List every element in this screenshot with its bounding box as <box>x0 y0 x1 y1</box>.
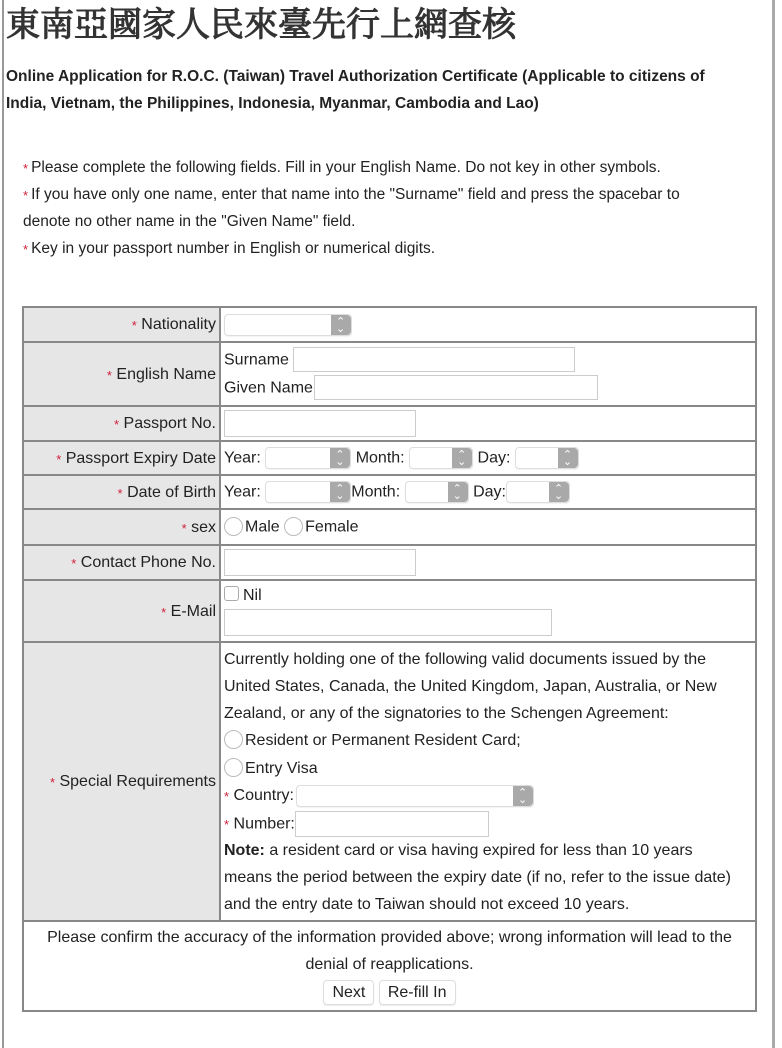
row-passport-no <box>23 406 756 441</box>
passport-no-label: * Passport No. <box>23 406 220 441</box>
given-name-label: Given Name <box>224 379 313 397</box>
surname-input[interactable] <box>293 347 575 372</box>
special-requirements-note: Note: a resident card or visa having expired for less than 10 years means the period between the expiry date (if no, refer to the issue date) and the entry date to Taiwan should not exceed 10 years. <box>224 842 731 913</box>
resident-card-radio[interactable] <box>224 730 243 749</box>
row-confirmation <box>23 921 756 1011</box>
refill-button[interactable]: Re-fill In <box>379 980 456 1005</box>
resident-card-label[interactable]: Resident or Permanent Resident Card; <box>245 732 521 749</box>
instruction-item: * Please complete the following fields. Fill in your English Name. Do not key in other symbols. <box>23 159 661 176</box>
english-name-label: * English Name <box>23 342 220 406</box>
required-marker: * <box>23 242 29 257</box>
number-label: Number: <box>233 815 295 833</box>
surname-label: Surname <box>224 351 289 369</box>
next-button[interactable]: Next <box>323 980 374 1005</box>
row-special-requirements: * Special Requirements Currently holding one of the following valid documents issued by the United States, Canada, the United Kingdom, Japan, Australia, or New Zealand, or any of the signatories to the Schengen Agreement: Resident or Permanent Resident Card; Entry Visa * Country: ⌃ ⌄ * Number: Note: a resident card or visa having expired for less than 10 years means the period between the expiry date (if no, refer to the issue date) and the entry date to Taiwan should not exceed 10 years. <box>23 642 756 921</box>
contact-phone-input[interactable] <box>224 549 416 576</box>
email-label: * E-Mail <box>23 580 220 642</box>
chevron-updown-icon <box>330 448 350 468</box>
given-name-input[interactable] <box>314 375 598 400</box>
sex-female-label[interactable]: Female <box>305 518 359 536</box>
chevron-updown-icon <box>452 448 472 468</box>
required-marker: * <box>23 188 29 203</box>
application-form <box>22 306 757 1012</box>
page-title: 東南亞國家人民來臺先行上網查核 <box>6 5 516 45</box>
confirmation-text: Please confirm the accuracy of the information provided above; wrong information will lead to the denial of reapplications. <box>47 929 732 973</box>
required-marker: * <box>23 161 29 176</box>
email-input[interactable] <box>224 609 552 636</box>
passport-expiry-label: * Passport Expiry Date <box>23 441 220 475</box>
page-subtitle: Online Application for R.O.C. (Taiwan) Travel Authorization Certificate (Applicable to citizens of India, Vietnam, the Philippines, Indonesia, Myanmar, Cambodia and Lao) <box>6 68 705 112</box>
expiry-year-select[interactable] <box>265 447 351 469</box>
row-passport-expiry: * Passport Expiry Date Year: ⌃ ⌄ Month: ⌃ ⌄ Day: ⌃ ⌄ <box>23 441 756 475</box>
expiry-month-select[interactable] <box>409 447 473 469</box>
row-english-name <box>23 342 756 406</box>
expiry-day-select[interactable] <box>515 447 579 469</box>
country-label: Country: <box>233 787 294 804</box>
instruction-item: * If you have only one name, enter that name into the "Surname" field and press the spacebar to denote no other name in the "Given Name" field. <box>23 186 680 230</box>
sex-label: * sex <box>23 509 220 545</box>
row-nationality <box>23 307 756 342</box>
chevron-updown-icon <box>331 315 351 335</box>
chevron-updown-icon <box>513 786 533 806</box>
entry-visa-radio[interactable] <box>224 758 243 777</box>
chevron-updown-icon <box>558 448 578 468</box>
row-date-of-birth: * Date of Birth Year: ⌃ ⌄ Month: ⌃ ⌄ Day: ⌃ ⌄ <box>23 475 756 509</box>
sex-male-label[interactable]: Male <box>245 518 280 536</box>
contact-phone-label: * Contact Phone No. <box>23 545 220 580</box>
email-nil-checkbox[interactable] <box>224 586 239 601</box>
chevron-updown-icon <box>448 482 468 502</box>
country-select[interactable] <box>296 785 534 807</box>
nationality-select[interactable] <box>224 314 352 336</box>
chevron-updown-icon <box>330 482 350 502</box>
row-contact-phone <box>23 545 756 580</box>
chevron-updown-icon <box>549 482 569 502</box>
row-email <box>23 580 756 642</box>
instruction-item: * Key in your passport number in English or numerical digits. <box>23 240 436 257</box>
row-sex <box>23 509 756 545</box>
sex-male-radio[interactable] <box>224 517 243 536</box>
birth-day-select[interactable] <box>506 481 570 503</box>
birth-year-select[interactable] <box>265 481 351 503</box>
special-requirements-label: * Special Requirements <box>23 642 220 921</box>
email-nil-label[interactable]: Nil <box>243 587 262 604</box>
nationality-label: * Nationality <box>23 307 220 342</box>
date-of-birth-label: * Date of Birth <box>23 475 220 509</box>
special-requirements-description: Currently holding one of the following valid documents issued by the United States, Canada, the United Kingdom, Japan, Australia, or New Zealand, or any of the signatories to the Schengen Agreement: <box>224 651 717 722</box>
document-number-input[interactable] <box>295 811 489 837</box>
instructions <box>23 154 723 262</box>
birth-month-select[interactable] <box>405 481 469 503</box>
sex-female-radio[interactable] <box>284 517 303 536</box>
entry-visa-label[interactable]: Entry Visa <box>245 760 318 777</box>
passport-no-input[interactable] <box>224 410 416 437</box>
